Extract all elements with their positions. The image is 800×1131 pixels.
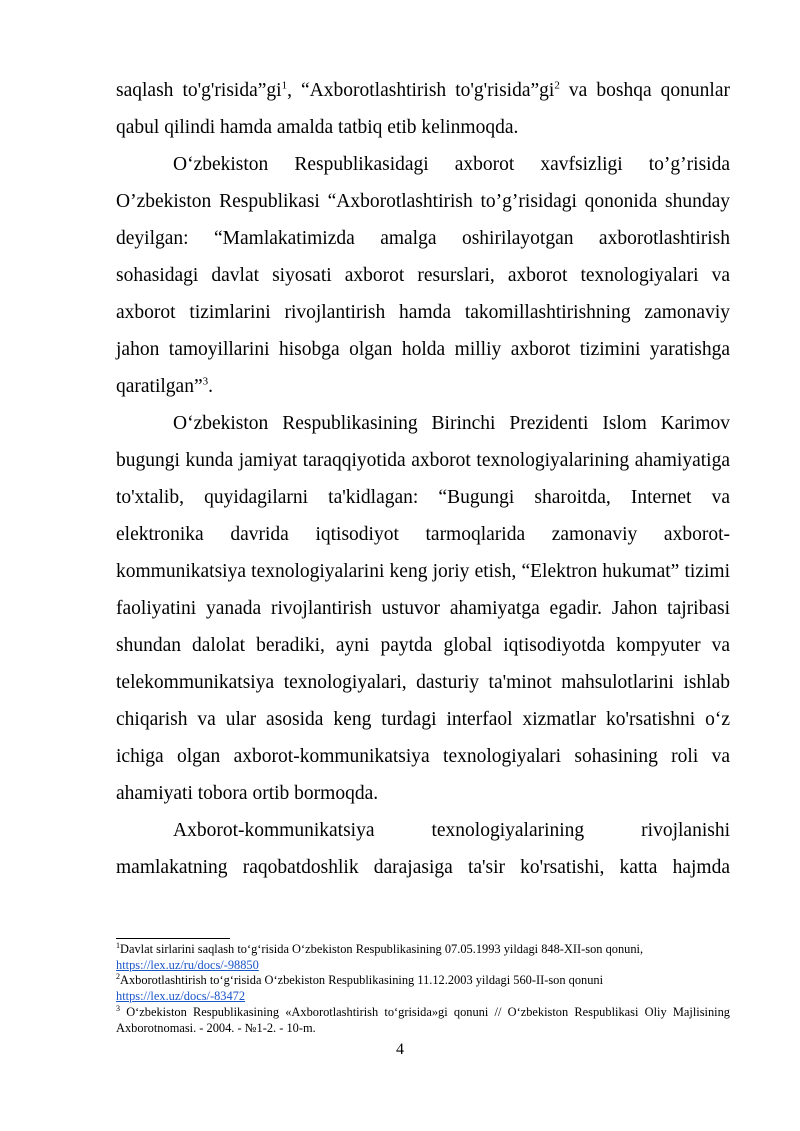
footnote-1-link[interactable]: https://lex.uz/ru/docs/-98850 bbox=[116, 957, 259, 972]
paragraph-1-text-a: saqlash to'g'risida”gi bbox=[116, 80, 282, 101]
paragraph-2-text: O‘zbekiston Respublikasidagi axborot xavfsizligi to’g’risida O’zbekiston Respublikasi “Axborotlashtirish to’g’risidagi qononida shunday deyilgan: “Mamlakatimizda amalga oshirilayotgan axborotlashtirish sohasidagi davlat siyosati axborot resurslari, axborot texnologiyalari va axborot tizimlarini rivojlantirish hamda takomillashtirishning zamonaviy jahon tamoyillarini hisobga olgan holda milliy axborot tizimini yaratishga qaratilgan” bbox=[116, 154, 730, 397]
paragraph-2 bbox=[116, 146, 730, 405]
footnote-2-number: 2 bbox=[116, 972, 120, 982]
footnote-separator bbox=[116, 938, 230, 939]
footnote-ref-3: 3 bbox=[202, 375, 209, 388]
body-text bbox=[116, 72, 730, 886]
footnote-1-number: 1 bbox=[116, 940, 120, 950]
paragraph-1-text-c: va boshqa qonunlar qabul qilindi hamda amalda tatbiq etib kelinmoqda. bbox=[116, 80, 730, 138]
footnote-3-number: 3 bbox=[116, 1003, 120, 1013]
paragraph-3: O‘zbekiston Respublikasining Birinchi Prezidenti Islom Karimov bugungi kunda jamiyat taraqqiyotida axborot texnologiyalarining ahamiyatiga to'xtalib, quyidagilarni ta'kidlagan: “Bugungi sharoitda, Internet va elektronika davrida iqtisodiyot tarmoqlarida zamonaviy axborot-kommunikatsiya texnologiyalarini keng joriy etish, “Elektron hukumat” tizimi faoliyatini yanada rivojlantirish ustuvor ahamiyatga egadir. Jahon tajribasi shundan dalolat beradiki, ayni paytda global iqtisodiyotda kompyuter va telekommunikatsiya texnologiyalari, dasturiy ta'minot mahsulotlarini ishlab chiqarish va ular asosida keng turdagi interfaol xizmatlar ko'rsatishni o‘z ichiga olgan axborot-kommunikatsiya texnologiyalari sohasining roli va ahamiyati tobora ortib bormoqda. bbox=[116, 413, 730, 804]
footnote-2 bbox=[116, 973, 730, 1004]
page-number: 4 bbox=[396, 1041, 404, 1058]
paragraph-1-text-b: , “Axborotlashtirish to'g'risida”gi bbox=[287, 80, 555, 101]
footnote-ref-1: 1 bbox=[281, 79, 288, 92]
footnote-1-text: Davlat sirlarini saqlash to‘g‘risida O‘zbekiston Respublikasining 07.05.1993 yildagi 848-XII-son qonuni, bbox=[120, 942, 644, 956]
paragraph-4: Axborot-kommunikatsiya texnologiyalarining rivojlanishi mamlakatning raqobatdoshlik darajasiga ta'sir ko'rsatishi, katta hajmda bbox=[116, 820, 730, 878]
footnote-3-text: O‘zbekiston Respublikasining «Axborotlashtirish to‘grisida»gi qonuni // O‘zbekiston Respublikasi Oliy Majlisining Axborotnomasi. - 2004. - №1-2. - 10-m. bbox=[116, 1004, 730, 1035]
footnote-3 bbox=[116, 1005, 730, 1036]
footnote-2-link[interactable]: https://lex.uz/docs/-83472 bbox=[116, 989, 246, 1004]
paragraph-1 bbox=[116, 72, 730, 146]
footnotes bbox=[116, 942, 730, 1036]
footnote-ref-2: 2 bbox=[554, 79, 560, 92]
footnote-1 bbox=[116, 942, 730, 973]
footnote-2-text: Axborotlashtirish to‘g‘risida O‘zbekiston Respublikasining 11.12.2003 yildagi 560-II-son qonuni bbox=[120, 973, 604, 988]
paragraph-2-end: . bbox=[208, 376, 213, 397]
